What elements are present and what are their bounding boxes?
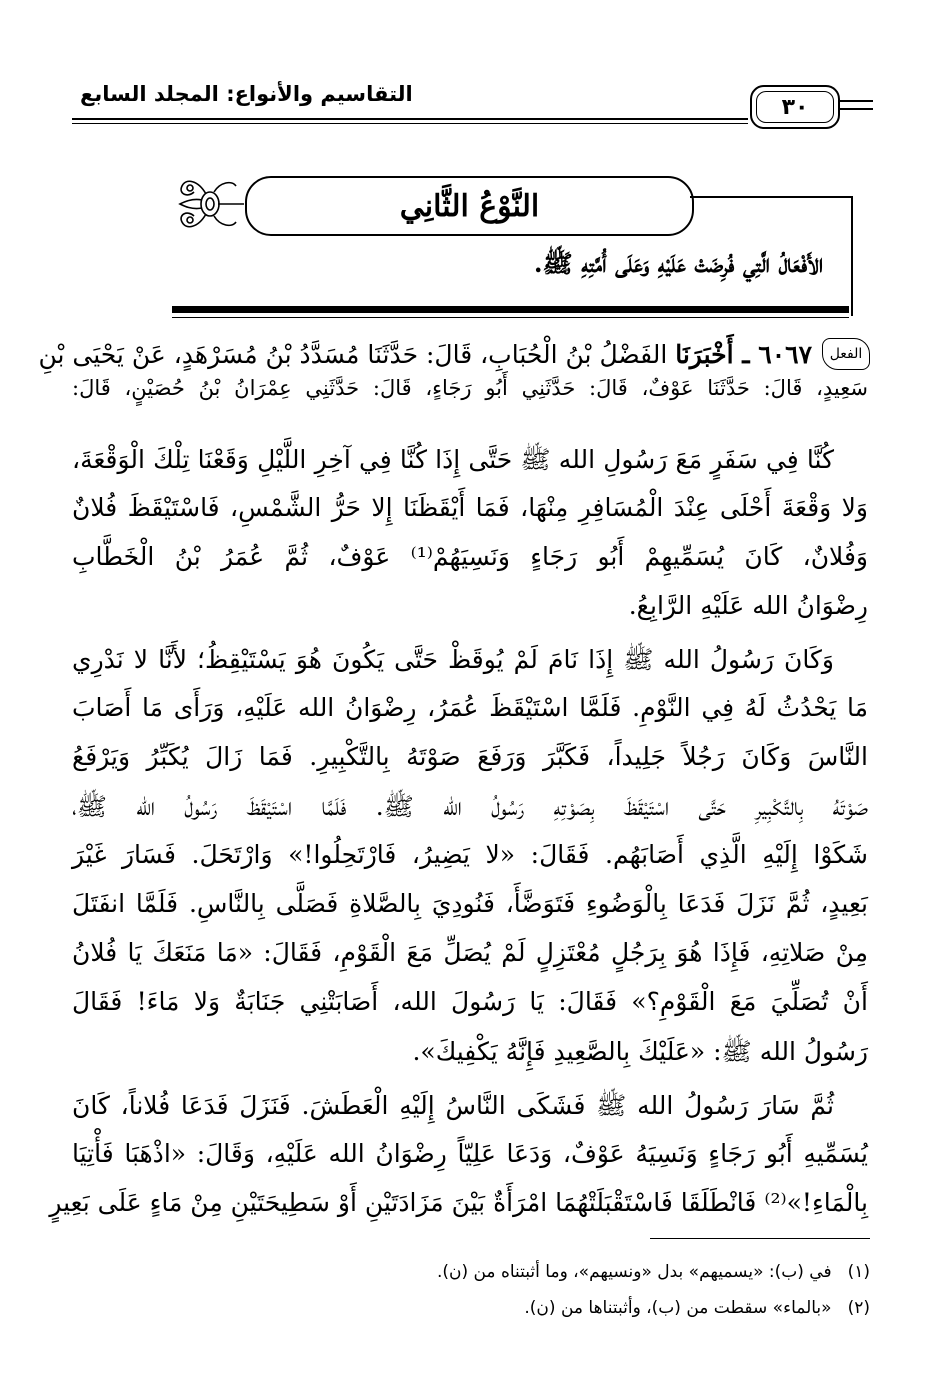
header-rule-right-1 [838,100,873,102]
section-rule-thick [172,306,849,313]
section-title: النَّوْعُ الثَّانِي [399,188,540,224]
body-line: رِضْوَانُ الله عَلَيْهِ الرَّابِعُ. [628,591,868,620]
body-line: مِنْ صَلاتِهِ، فَإِذَا هُوَ بِرَجُلٍ مُعْتَزِلٍ لَمْ يُصَلِّ مَعَ الْقَوْمِ، فَقَالَ: «مَا مَنَعَكَ يَا فُلانُ [72,938,868,967]
page-number: ٣٠ [756,91,834,123]
footnote [300,1262,870,1282]
body-line: بِالْمَاءِ!»⁽²⁾ فَانْطَلَقَا فَاسْتَقْبَلَتْهُمَا امْرَأَةٌ بَيْنَ مَزَادَتَيْنِ أَوْ سَطِيحَتَيْنِ مِنْ مَاءٍ عَلَى بَعِيرٍ [49,1188,868,1217]
section-rule-thin [172,317,849,318]
footnote-text: في (ب): «يسميهم» بدل «ونسيهم»، وما أثبتناه من (ن). [436,1262,832,1282]
page-number-box [750,85,840,129]
heading-vertical-line [851,196,853,316]
hadith-marker-badge: الفعل [822,338,870,370]
footnote [300,1298,870,1318]
body-line: مَا يَحْدُثُ لَهُ فِي النَّوْمِ. فَلَمَّا اسْتَيْقَظَ عُمَرُ، رِضْوَانُ الله عَلَيْهِ، وَرَأَى مَا أَصَابَ [72,693,868,722]
body-line: وَكَانَ رَسُولُ الله ﷺ إِذَا نَامَ لَمْ يُوقَظْ حَتَّى يَكُونَ هُوَ يَسْتَيْقِظُ؛ لأَنَّا لا نَدْرِي [72,645,834,674]
body-line: سَعِيدٍ، قَالَ: حَدَّثَنَا عَوْفٌ، قَالَ: حَدَّثَنِي أَبُو رَجَاءٍ، قَالَ: حَدَّثَنِي عِمْرَانُ بْنُ حُصَيْنٍ، قَالَ: [72,376,868,400]
header-rule [72,118,748,120]
body-line: النَّاسَ وَكَانَ رَجُلاً جَلِيداً، فَكَبَّرَ وَرَفَعَ صَوْتَهُ بِالتَّكْبِيرِ. فَمَا زَالَ يُكَبِّرُ وَيَرْفَعُ [72,742,868,771]
body-line: صَوْتَهُ بِالتَّكْبِيرِ حَتَّى اسْتَيْقَظَ بِصَوْتِهِ رَسُولُ الله ﷺ. فَلَمَّا اسْتَيْقَظَ رَسُولُ الله ﷺ، [72,792,868,821]
footnote-number: (٢) [847,1298,870,1318]
body-line: أَنْ تُصَلِّيَ مَعَ الْقَوْمِ؟» فَقَالَ: يَا رَسُولَ الله، أَصَابَتْنِي جَنَابَةٌ وَلا مَاءَ! فَقَالَ [72,987,868,1016]
body-line: شَكَوْا إِلَيْهِ الَّذِي أَصَابَهُم. فَقَالَ: «لا يَضِيرُ، فَارْتَحِلُوا!» وَارْتَحَلَ. فَسَارَ غَيْرَ [72,840,868,869]
body-line [38,340,812,369]
footnote-rule [650,1238,870,1239]
body-line: كُنَّا فِي سَفَرٍ مَعَ رَسُولِ الله ﷺ حَتَّى إِذَا كُنَّا فِي آخِرِ اللَّيْلِ وَقَعْنَا تِلْكَ الْوَقْعَةَ، [72,445,834,474]
header-rule-right-2 [838,108,873,110]
footnote-number: (١) [847,1262,870,1282]
ornament-icon [176,170,246,238]
body-line: يُسَمِّيهِ أَبُو رَجَاءٍ وَنَسِيَهُ عَوْفٌ، وَدَعَا عَلِيّاً رِضْوَانُ الله عَلَيْهِ، وَقَالَ: «اذْهَبَا فَأْتِيَا [72,1139,868,1168]
section-title-box [245,176,694,236]
heading-connector-line [690,196,852,198]
body-line: ثُمَّ سَارَ رَسُولُ الله ﷺ فَشَكَى النَّاسُ إِلَيْهِ الْعَطَشَ. فَنَزَلَ فَدَعَا فُلاناً، كَانَ [72,1091,834,1120]
hadith-number: ٦٠٦٧ ـ أَخْبَرَنَا [675,340,812,369]
body-line: وَلا وَقْعَةَ أَحْلَى عِنْدَ الْمُسَافِرِ مِنْهَا، فَمَا أَيْقَظَنَا إِلا حَرُّ الشَّمْسِ، فَاسْتَيْقَظَ فُلانٌ [72,493,868,522]
body-line: بَعِيدٍ، ثُمَّ نَزَلَ فَدَعَا بِالْوَضُوءِ فَتَوَضَّأَ، فَنُودِيَ بِالصَّلاةِ فَصَلَّى بِالنَّاسِ. فَلَمَّا انفَتَلَ [72,889,868,918]
body-line-text: الفَضْلُ بْنُ الْحُبَابِ، قَالَ: حَدَّثَنَا مُسَدَّدُ بْنُ مُسَرْهَدٍ، عَنْ يَحْيَى بْنِ [38,340,676,369]
running-title: التقاسيم والأنواع: المجلد السابع [80,82,413,106]
body-line: وَفُلانٌ، كَانَ يُسَمِّيهِمْ أَبُو رَجَاءٍ وَنَسِيَهُمْ⁽¹⁾ عَوْفٌ، ثُمَّ عُمَرُ بْنُ الْخَطَّابِ [72,542,868,571]
section-subtitle: الأَفْعَالُ الَّتِي فُرِضَتْ عَلَيْهِ وَعَلَى أُمَّتِهِ ﷺ. [533,249,823,278]
body-line: رَسُولُ الله ﷺ: «عَلَيْكَ بِالصَّعِيدِ فَإِنَّهُ يَكْفِيكَ». [412,1037,868,1066]
footnote-text: «بالماء» سقطت من (ب)، وأثبتناها من (ن). [524,1298,832,1318]
header-rule-thin [72,123,748,124]
